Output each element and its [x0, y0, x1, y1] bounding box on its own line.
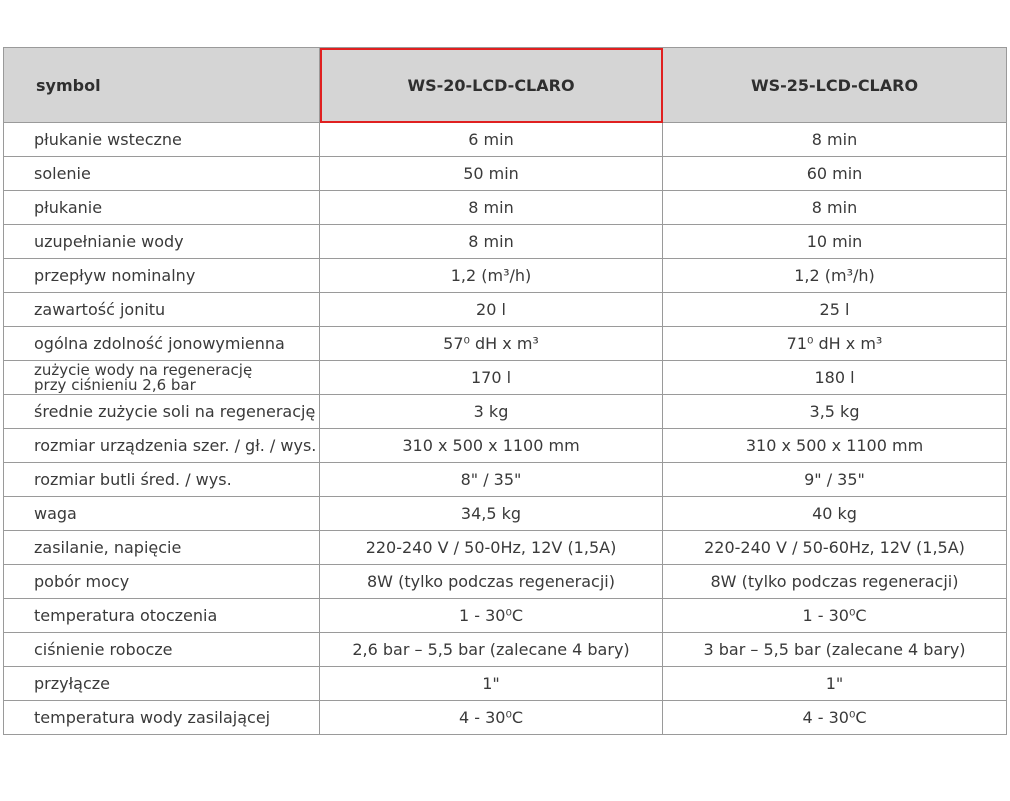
row-label[interactable]: pobór mocy	[4, 565, 320, 599]
table-row	[4, 531, 1007, 565]
row-label[interactable]: płukanie	[4, 191, 320, 225]
table-row	[4, 599, 1007, 633]
table-row	[4, 225, 1007, 259]
row-label[interactable]: przepływ nominalny	[4, 259, 320, 293]
header-symbol[interactable]: symbol	[4, 48, 320, 123]
cell-ws20[interactable]: 2,6 bar – 5,5 bar (zalecane 4 bary)	[320, 633, 663, 667]
table-row	[4, 361, 1007, 395]
table-row	[4, 701, 1007, 735]
table-row	[4, 259, 1007, 293]
spec-table	[3, 47, 1007, 735]
row-label[interactable]: rozmiar butli śred. / wys.	[4, 463, 320, 497]
cell-ws25[interactable]: 25 l	[663, 293, 1007, 327]
row-label[interactable]: zawartość jonitu	[4, 293, 320, 327]
table-row	[4, 667, 1007, 701]
cell-ws25[interactable]: 4 - 30⁰C	[663, 701, 1007, 735]
row-label[interactable]: waga	[4, 497, 320, 531]
header-row	[4, 48, 1007, 123]
cell-ws20[interactable]: 220-240 V / 50-0Hz, 12V (1,5A)	[320, 531, 663, 565]
row-label-line-1: zużycie wody na regenerację	[34, 360, 253, 379]
cell-ws20[interactable]: 20 l	[320, 293, 663, 327]
cell-ws25[interactable]: 8 min	[663, 123, 1007, 157]
row-label[interactable]: płukanie wsteczne	[4, 123, 320, 157]
header-ws25[interactable]: WS-25-LCD-CLARO	[663, 48, 1007, 123]
row-label[interactable]: zasilanie, napięcie	[4, 531, 320, 565]
row-label[interactable]	[4, 361, 320, 395]
cell-ws20[interactable]: 310 x 500 x 1100 mm	[320, 429, 663, 463]
table-row	[4, 327, 1007, 361]
row-label[interactable]: ciśnienie robocze	[4, 633, 320, 667]
table-row	[4, 429, 1007, 463]
cell-ws25[interactable]: 8W (tylko podczas regeneracji)	[663, 565, 1007, 599]
row-label[interactable]: ogólna zdolność jonowymienna	[4, 327, 320, 361]
cell-ws25[interactable]: 3 bar – 5,5 bar (zalecane 4 bary)	[663, 633, 1007, 667]
cell-ws20[interactable]: 34,5 kg	[320, 497, 663, 531]
table-row	[4, 497, 1007, 531]
cell-ws20[interactable]: 3 kg	[320, 395, 663, 429]
table-row	[4, 191, 1007, 225]
row-label[interactable]: rozmiar urządzenia szer. / gł. / wys.	[4, 429, 320, 463]
cell-ws20[interactable]: 8 min	[320, 191, 663, 225]
cell-ws20[interactable]: 8 min	[320, 225, 663, 259]
cell-ws20[interactable]: 1"	[320, 667, 663, 701]
row-label[interactable]: średnie zużycie soli na regenerację	[4, 395, 320, 429]
cell-ws25[interactable]: 8 min	[663, 191, 1007, 225]
cell-ws25[interactable]: 60 min	[663, 157, 1007, 191]
cell-ws25[interactable]: 10 min	[663, 225, 1007, 259]
table-row	[4, 633, 1007, 667]
cell-ws25[interactable]: 310 x 500 x 1100 mm	[663, 429, 1007, 463]
table-row	[4, 463, 1007, 497]
cell-ws20[interactable]: 1,2 (m³/h)	[320, 259, 663, 293]
cell-ws20[interactable]: 170 l	[320, 361, 663, 395]
cell-ws25[interactable]: 1,2 (m³/h)	[663, 259, 1007, 293]
cell-ws20[interactable]: 50 min	[320, 157, 663, 191]
cell-ws25[interactable]: 180 l	[663, 361, 1007, 395]
cell-ws20[interactable]: 6 min	[320, 123, 663, 157]
cell-ws20[interactable]: 57⁰ dH x m³	[320, 327, 663, 361]
cell-ws25[interactable]: 1"	[663, 667, 1007, 701]
cell-ws20[interactable]: 8" / 35"	[320, 463, 663, 497]
table-row	[4, 293, 1007, 327]
cell-ws20[interactable]: 1 - 30⁰C	[320, 599, 663, 633]
table-row	[4, 157, 1007, 191]
cell-ws25[interactable]: 3,5 kg	[663, 395, 1007, 429]
cell-ws25[interactable]: 220-240 V / 50-60Hz, 12V (1,5A)	[663, 531, 1007, 565]
row-label[interactable]: temperatura wody zasilającej	[4, 701, 320, 735]
table-row	[4, 395, 1007, 429]
row-label[interactable]: przyłącze	[4, 667, 320, 701]
cell-ws25[interactable]: 9" / 35"	[663, 463, 1007, 497]
cell-ws25[interactable]: 40 kg	[663, 497, 1007, 531]
cell-ws20[interactable]: 8W (tylko podczas regeneracji)	[320, 565, 663, 599]
row-label[interactable]: temperatura otoczenia	[4, 599, 320, 633]
table-row	[4, 565, 1007, 599]
row-label[interactable]: solenie	[4, 157, 320, 191]
cell-ws25[interactable]: 1 - 30⁰C	[663, 599, 1007, 633]
row-label[interactable]: uzupełnianie wody	[4, 225, 320, 259]
header-ws20-selected[interactable]: WS-20-LCD-CLARO	[320, 48, 663, 123]
row-label-line-2: przy ciśnieniu 2,6 bar	[34, 375, 196, 394]
cell-ws20[interactable]: 4 - 30⁰C	[320, 701, 663, 735]
table-row	[4, 123, 1007, 157]
cell-ws25[interactable]: 71⁰ dH x m³	[663, 327, 1007, 361]
